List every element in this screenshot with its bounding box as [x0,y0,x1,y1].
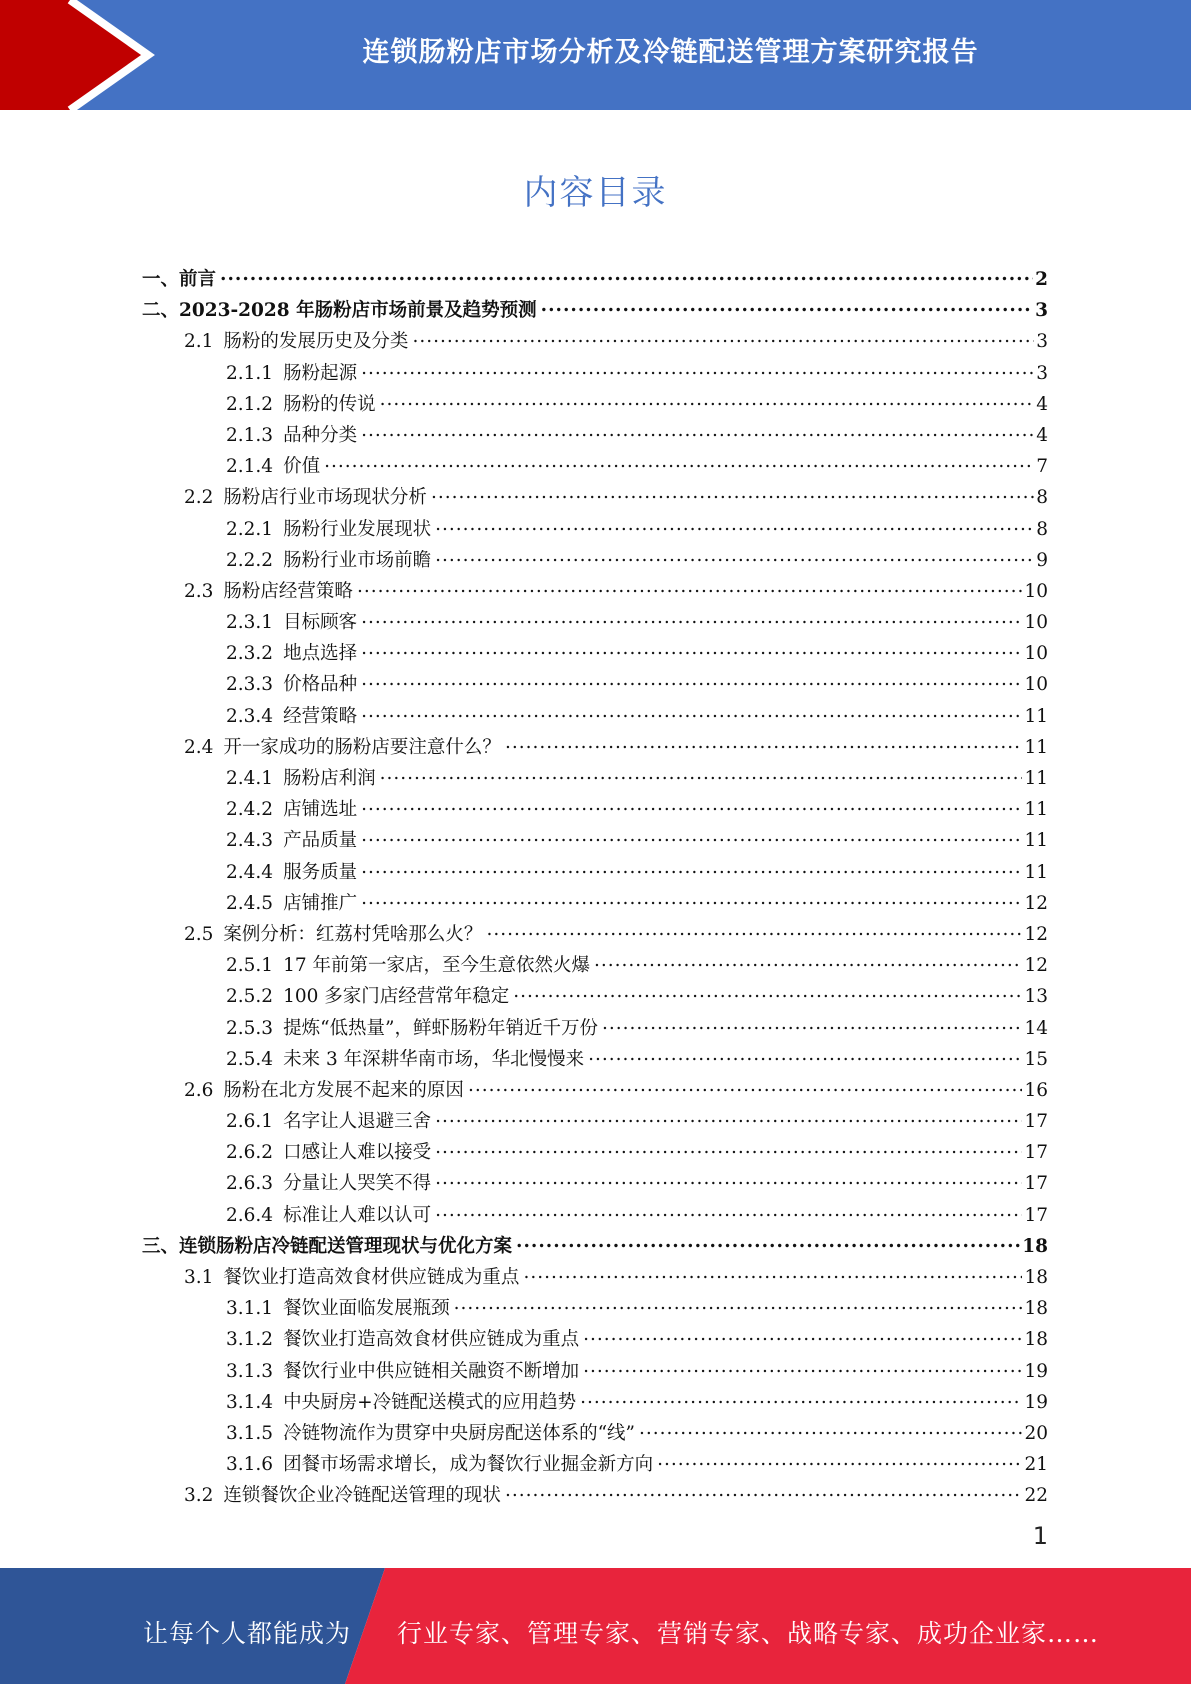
toc-entry-page: 18 [1024,1267,1048,1288]
toc-dot-leader [361,348,1034,379]
toc-entry-page: 17 [1024,1142,1048,1164]
toc-dot-leader [380,753,1023,784]
toc-dot-leader [380,379,1035,410]
toc-entry-label: 餐饮业打造高效食材供应链成为重点 [223,1267,520,1288]
toc-entry-page: 17 [1024,1111,1048,1133]
toc-entry-label: 目标顾客 [283,612,358,634]
toc-entry-number: 2.1.2 [226,393,274,415]
toc-entry-page: 14 [1024,1017,1048,1039]
toc-entry-number: 2.4.2 [226,799,274,821]
toc-entry[interactable] [142,1190,1048,1226]
toc-entry-number: 一、 [142,269,180,290]
toc-entry-number: 2.6.2 [226,1142,274,1164]
toc-dot-leader [580,1377,1022,1408]
toc-dot-leader [361,815,1022,846]
toc-entry-page: 11 [1024,830,1048,852]
toc-entry-number: 2.4.3 [226,830,274,852]
toc-dot-leader [657,1439,1022,1470]
toc-entry-label: 提炼“低热量”，鲜虾肠粉年销近千万份 [283,1017,598,1039]
toc-entry-number: 2.3.1 [226,612,274,634]
toc-entry-label: 中央厨房+冷链配送模式的应用趋势 [283,1391,577,1413]
toc-entry[interactable] [142,1158,1048,1195]
toc-entry-number: 2.5.4 [226,1048,274,1070]
toc-entry-page: 18 [1024,1329,1048,1351]
toc-entry-number: 2.2.1 [226,518,274,540]
toc-entry-number: 2.2.2 [226,549,274,571]
toc-entry-number: 3.1.4 [226,1391,274,1413]
toc-entry[interactable] [142,878,1048,914]
toc-entry-label: 连锁肠粉店冷链配送管理现状与优化方案 [179,1235,513,1257]
toc-entry-number: 2.4.5 [226,892,274,914]
toc-entry-label: 口感让人难以接受 [283,1142,432,1164]
toc-entry-page: 22 [1024,1485,1048,1507]
toc-entry-number: 2.1.4 [226,456,274,478]
toc-entry-label: 肠粉起源 [283,362,358,384]
toc-entry[interactable] [142,1314,1048,1351]
toc-entry-page: 2 [1035,269,1048,290]
toc-entry-label: 连锁餐饮企业冷链配送管理的现状 [223,1485,501,1507]
toc-entry-page: 10 [1024,580,1048,602]
toc-entry[interactable] [142,628,1048,665]
toc-entry-page: 11 [1024,705,1048,727]
toc-entry[interactable] [142,659,1048,696]
toc-entry-number: 三、 [142,1235,180,1257]
toc-entry-label: 价值 [283,456,321,478]
toc-entry-label: 餐饮行业中供应链相关融资不断增加 [283,1360,580,1382]
toc-entry[interactable] [142,566,1048,602]
toc-dot-leader [505,722,1023,753]
toc-entry-label: 肠粉行业发展现状 [283,518,432,540]
toc-entry[interactable] [142,1003,1048,1039]
toc-dot-leader [435,1190,1022,1221]
toc-entry-number: 2.6 [184,1079,214,1101]
toc-entry-label: 服务质量 [283,861,358,883]
footer-slogan-left: 让每个人都能成为 [143,1619,352,1648]
toc-entry[interactable] [142,1377,1048,1413]
toc-dot-leader [361,784,1022,815]
toc-entry-page: 12 [1024,955,1048,977]
toc-entry-page: 4 [1036,393,1048,415]
toc-entry-label: 案例分析：红荔村凭啥那么火？ [223,923,483,945]
toc-entry[interactable] [142,691,1048,727]
toc-entry-page: 12 [1024,923,1048,945]
toc-entry-page: 9 [1036,549,1048,571]
toc-entry-number: 3.1 [184,1267,214,1288]
toc-entry-number: 2.3.4 [226,705,274,727]
toc-entry-label: 开一家成功的肠粉店要注意什么？ [223,736,501,758]
toc-dot-leader [435,504,1034,535]
toc-dot-leader [583,1314,1022,1345]
toc-entry-page: 3 [1036,362,1048,384]
toc-entry[interactable] [142,441,1048,478]
toc-entry-page: 16 [1024,1079,1048,1101]
toc-entry-page: 3 [1035,300,1048,322]
toc-entry[interactable] [142,254,1048,290]
toc-entry-label: 名字让人退避三舍 [283,1111,432,1133]
toc-entry[interactable] [142,909,1048,945]
toc-entry-number: 2.5.1 [226,955,274,977]
toc-entry-label: 团餐市场需求增长，成为餐饮行业掘金新方向 [283,1454,654,1476]
toc-entry-number: 2.2 [184,487,214,509]
toc-entry[interactable] [142,410,1048,446]
toc-entry[interactable] [142,847,1048,883]
toc-entry-page: 10 [1024,612,1048,634]
toc-entry[interactable] [142,535,1048,571]
toc-entry-page: 8 [1036,518,1048,540]
toc-entry-page: 4 [1036,424,1048,446]
toc-entry[interactable] [142,1034,1048,1070]
toc-entry-label: 地点选择 [283,643,358,665]
toc-dot-leader [513,971,1022,1002]
toc-entry-label: 价格品种 [283,674,358,696]
toc-entry-number: 2.4 [184,736,214,758]
toc-entry-page: 10 [1024,643,1048,665]
toc-entry-number: 2.6.1 [226,1111,274,1133]
toc-entry-number: 3.1.6 [226,1454,274,1476]
toc-entry[interactable] [142,472,1048,509]
toc-entry-page: 3 [1036,331,1048,353]
toc-entry-number: 3.2 [184,1485,214,1507]
toc-entry-label: 店铺选址 [283,799,358,821]
toc-dot-leader [361,847,1022,878]
toc-dot-leader [505,1470,1023,1501]
toc-entry-number: 2.4.1 [226,768,274,789]
toc-entry-number: 2.5 [184,923,214,945]
footer-banner [0,1568,1191,1684]
toc-entry-page: 11 [1024,861,1048,883]
toc-dot-leader [361,691,1022,722]
toc-entry-label: 100 多家门店经营常年稳定 [283,986,510,1008]
toc-dot-leader [435,1127,1022,1158]
toc-dot-leader [435,1158,1022,1189]
toc-entry-page: 19 [1024,1391,1048,1413]
toc-dot-leader [435,535,1034,566]
toc-entry-number: 2.1.3 [226,424,274,446]
toc-entry[interactable] [142,1065,1048,1101]
toc-entry-page: 10 [1024,674,1048,696]
toc-entry-number: 2.1.1 [226,362,274,384]
toc-entry-label: 肠粉行业市场前瞻 [283,549,432,571]
toc-entry-number: 3.1.1 [226,1298,274,1320]
toc-entry-label: 肠粉的发展历史及分类 [223,331,409,353]
toc-entry-label: 店铺推广 [283,892,358,914]
toc-entry-label: 餐饮业面临发展瓶颈 [283,1298,450,1320]
toc-dot-leader [541,285,1034,316]
toc-dot-leader [431,472,1034,503]
toc-dot-leader [357,566,1023,597]
toc-dot-leader [361,878,1022,909]
toc-entry-number: 2.4.4 [226,861,274,883]
toc-entry-number: 2.6.3 [226,1173,274,1195]
toc-dot-leader [516,1221,1020,1252]
toc-entry-page: 20 [1024,1422,1048,1444]
toc-entry-label: 肠粉店经营策略 [223,580,353,602]
toc-dot-leader [468,1065,1023,1096]
toc-entry-number: 二、 [142,300,180,322]
toc-entry[interactable] [142,784,1048,821]
toc-dot-leader [361,410,1034,441]
toc-entry[interactable] [142,1408,1048,1444]
toc-dot-leader [435,1096,1022,1127]
toc-entry-page: 11 [1024,799,1048,821]
toc-entry-page: 7 [1036,456,1048,478]
toc-entry[interactable] [142,1221,1048,1257]
toc-entry-label: 品种分类 [283,424,358,446]
toc-entry-number: 3.1.3 [226,1360,274,1382]
toc-entry-label: 冷链物流作为贯穿中央厨房配送体系的“线” [283,1422,635,1444]
toc-entry-page: 17 [1024,1204,1048,1226]
toc-entry-page: 17 [1024,1173,1048,1195]
toc-entry-number: 2.3 [184,580,214,602]
toc-entry-label: 前言 [179,269,217,290]
toc-entry-page: 11 [1024,768,1048,789]
toc-entry-page: 8 [1036,487,1048,509]
toc-entry[interactable] [142,815,1048,852]
toc-entry[interactable] [142,1346,1048,1382]
toc-entry-label: 分量让人哭笑不得 [283,1173,432,1195]
toc-entry-page: 11 [1024,736,1048,758]
toc-dot-leader [361,597,1022,628]
toc-heading: 内容目录 [523,173,668,213]
toc-dot-leader [324,441,1034,472]
toc-dot-leader [594,940,1022,971]
toc-entry-label: 17 年前第一家店，至今生意依然火爆 [283,955,591,977]
toc-entry-page: 18 [1024,1298,1048,1320]
toc-entry-number: 2.5.3 [226,1017,274,1039]
toc-entry-page: 15 [1024,1048,1048,1070]
toc-entry[interactable] [142,379,1048,415]
toc-entry[interactable] [142,1470,1048,1507]
toc-entry-label: 餐饮业打造高效食材供应链成为重点 [283,1329,580,1351]
toc-dot-leader [361,659,1022,690]
toc-entry[interactable] [142,971,1048,1008]
toc-entry-label: 肠粉店利润 [283,768,376,789]
toc-entry-number: 3.1.5 [226,1422,274,1444]
toc-entry-label: 未来 3 年深耕华南市场，华北慢慢来 [283,1048,585,1070]
toc-dot-leader [412,316,1034,347]
toc-entry-number: 2.3.2 [226,643,274,665]
toc-entry-label: 2023-2028 年肠粉店市场前景及趋势预测 [179,300,537,322]
toc-entry[interactable] [142,1127,1048,1164]
toc-entry-label: 肠粉店行业市场现状分析 [223,487,427,509]
toc-entry-page: 21 [1024,1454,1048,1476]
toc-entry-number: 2.3.3 [226,674,274,696]
toc-dot-leader [361,628,1022,659]
toc-entry-page: 18 [1022,1235,1048,1257]
table-of-contents [142,254,1048,1507]
toc-dot-leader [454,1283,1023,1314]
toc-entry-page: 13 [1024,986,1048,1008]
toc-entry-number: 2.1 [184,331,214,353]
toc-dot-leader [523,1252,1022,1283]
toc-dot-leader [583,1346,1022,1377]
toc-entry-number: 2.5.2 [226,986,274,1008]
toc-dot-leader [602,1003,1022,1034]
toc-entry-number: 2.6.4 [226,1204,274,1226]
toc-entry-label: 产品质量 [283,830,358,852]
toc-entry[interactable] [142,285,1048,322]
toc-entry-label: 肠粉的传说 [283,393,376,415]
header-banner [0,0,1191,110]
toc-entry-page: 12 [1024,892,1048,914]
toc-entry-label: 肠粉在北方发展不起来的原因 [223,1079,464,1101]
toc-entry-label: 经营策略 [283,705,358,727]
toc-dot-leader [486,909,1022,940]
toc-dot-leader [588,1034,1022,1065]
toc-entry-label: 标准让人难以认可 [283,1204,432,1226]
toc-entry-number: 3.1.2 [226,1329,274,1351]
toc-entry[interactable] [142,722,1048,758]
footer-slogan-right: 行业专家、管理专家、营销专家、战略专家、成功企业家…… [397,1619,1100,1648]
report-title: 连锁肠粉店市场分析及冷链配送管理方案研究报告 [362,37,979,68]
toc-dot-leader [639,1408,1022,1439]
toc-entry-page: 19 [1024,1360,1048,1382]
page-number: 1 [1032,1522,1048,1550]
toc-dot-leader [220,254,1033,285]
